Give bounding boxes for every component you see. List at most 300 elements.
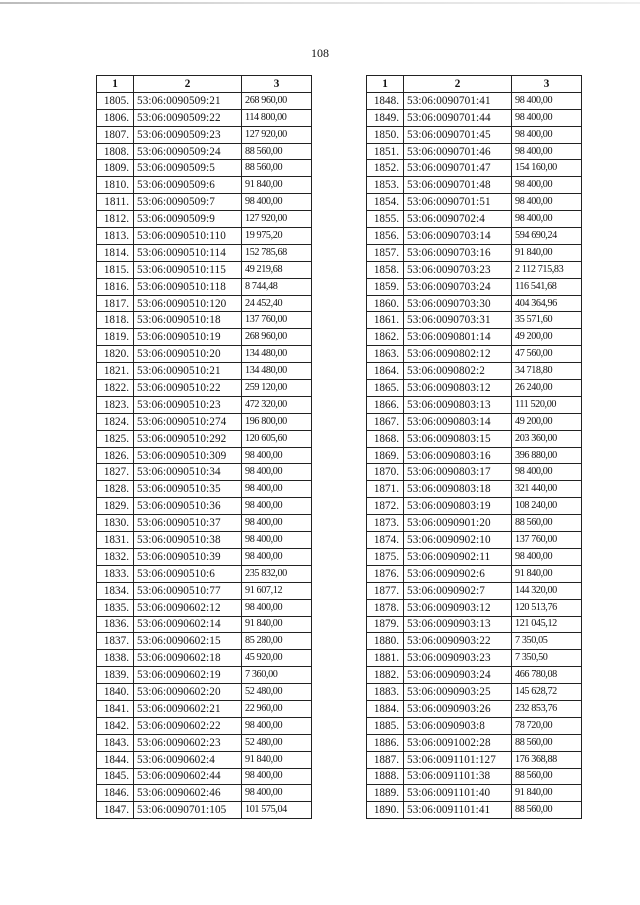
row-number: 1831. bbox=[97, 532, 134, 549]
cadastral-value: 144 320,00 bbox=[512, 582, 582, 599]
cadastral-value: 88 560,00 bbox=[512, 734, 582, 751]
cadastral-value: 91 607,12 bbox=[242, 582, 312, 599]
cadastral-number: 53:06:0090509:5 bbox=[134, 160, 242, 177]
cadastral-number: 53:06:0090510:309 bbox=[134, 447, 242, 464]
row-number: 1874. bbox=[367, 532, 404, 549]
cadastral-value: 98 400,00 bbox=[242, 194, 312, 211]
table-row bbox=[367, 734, 582, 751]
cadastral-value: 137 760,00 bbox=[512, 532, 582, 549]
table-row bbox=[97, 194, 312, 211]
cadastral-value: 466 780,08 bbox=[512, 667, 582, 684]
table-row bbox=[367, 700, 582, 717]
table-row bbox=[367, 261, 582, 278]
cadastral-number: 53:06:0090509:7 bbox=[134, 194, 242, 211]
row-number: 1864. bbox=[367, 363, 404, 380]
cadastral-value: 19 975,20 bbox=[242, 228, 312, 245]
table-row bbox=[367, 228, 582, 245]
row-number: 1884. bbox=[367, 700, 404, 717]
row-number: 1841. bbox=[97, 700, 134, 717]
row-number: 1815. bbox=[97, 261, 134, 278]
cadastral-number: 53:06:0091101:40 bbox=[404, 785, 512, 802]
cadastral-number: 53:06:0090510:22 bbox=[134, 380, 242, 397]
cadastral-value: 34 718,80 bbox=[512, 363, 582, 380]
table-row bbox=[97, 228, 312, 245]
cadastral-value: 35 571,60 bbox=[512, 312, 582, 329]
table-row bbox=[367, 717, 582, 734]
cadastral-value: 268 960,00 bbox=[242, 329, 312, 346]
cadastral-number: 53:06:0090602:14 bbox=[134, 616, 242, 633]
row-number: 1833. bbox=[97, 565, 134, 582]
cadastral-number: 53:06:0090701:46 bbox=[404, 143, 512, 160]
table-row bbox=[367, 346, 582, 363]
table-row bbox=[97, 599, 312, 616]
row-number: 1810. bbox=[97, 177, 134, 194]
cadastral-number: 53:06:0090602:19 bbox=[134, 667, 242, 684]
cadastral-number: 53:06:0090801:14 bbox=[404, 329, 512, 346]
cadastral-value: 88 560,00 bbox=[242, 143, 312, 160]
cadastral-number: 53:06:0090703:16 bbox=[404, 244, 512, 261]
cadastral-number: 53:06:0090703:23 bbox=[404, 261, 512, 278]
cadastral-value: 85 280,00 bbox=[242, 633, 312, 650]
cadastral-value: 24 452,40 bbox=[242, 295, 312, 312]
table-row bbox=[97, 768, 312, 785]
cadastral-value: 45 920,00 bbox=[242, 650, 312, 667]
table-row bbox=[97, 295, 312, 312]
cadastral-number: 53:06:0090803:19 bbox=[404, 498, 512, 515]
row-number: 1849. bbox=[367, 109, 404, 126]
cadastral-number: 53:06:0090602:46 bbox=[134, 785, 242, 802]
row-number: 1842. bbox=[97, 717, 134, 734]
row-number: 1818. bbox=[97, 312, 134, 329]
table-row bbox=[97, 802, 312, 819]
cadastral-value: 91 840,00 bbox=[512, 785, 582, 802]
table-row bbox=[367, 684, 582, 701]
row-number: 1809. bbox=[97, 160, 134, 177]
header-col-1: 1 bbox=[367, 76, 404, 93]
cadastral-value: 152 785,68 bbox=[242, 244, 312, 261]
cadastral-value: 116 541,68 bbox=[512, 278, 582, 295]
row-number: 1832. bbox=[97, 548, 134, 565]
cadastral-value: 101 575,04 bbox=[242, 802, 312, 819]
row-number: 1853. bbox=[367, 177, 404, 194]
table-row bbox=[97, 481, 312, 498]
cadastral-number: 53:06:0090903:12 bbox=[404, 599, 512, 616]
cadastral-number: 53:06:0090602:4 bbox=[134, 751, 242, 768]
header-col-1: 1 bbox=[97, 76, 134, 93]
row-number: 1828. bbox=[97, 481, 134, 498]
table-row bbox=[367, 380, 582, 397]
cadastral-number: 53:06:0090509:23 bbox=[134, 126, 242, 143]
table-row bbox=[97, 700, 312, 717]
row-number: 1881. bbox=[367, 650, 404, 667]
cadastral-number: 53:06:0090903:13 bbox=[404, 616, 512, 633]
row-number: 1876. bbox=[367, 565, 404, 582]
row-number: 1830. bbox=[97, 515, 134, 532]
cadastral-number: 53:06:0090602:18 bbox=[134, 650, 242, 667]
cadastral-number: 53:06:0090703:24 bbox=[404, 278, 512, 295]
row-number: 1860. bbox=[367, 295, 404, 312]
row-number: 1822. bbox=[97, 380, 134, 397]
row-number: 1811. bbox=[97, 194, 134, 211]
cadastral-value: 259 120,00 bbox=[242, 380, 312, 397]
cadastral-number: 53:06:0090510:77 bbox=[134, 582, 242, 599]
cadastral-value: 47 560,00 bbox=[512, 346, 582, 363]
row-number: 1878. bbox=[367, 599, 404, 616]
cadastral-value: 88 560,00 bbox=[512, 515, 582, 532]
row-number: 1846. bbox=[97, 785, 134, 802]
table-row bbox=[367, 109, 582, 126]
row-number: 1859. bbox=[367, 278, 404, 295]
table-row bbox=[367, 329, 582, 346]
cadastral-number: 53:06:0090602:21 bbox=[134, 700, 242, 717]
table-row bbox=[367, 565, 582, 582]
row-number: 1819. bbox=[97, 329, 134, 346]
cadastral-value: 268 960,00 bbox=[242, 92, 312, 109]
cadastral-value: 111 520,00 bbox=[512, 396, 582, 413]
cadastral-number: 53:06:0090803:18 bbox=[404, 481, 512, 498]
cadastral-value: 98 400,00 bbox=[242, 768, 312, 785]
cadastral-number: 53:06:0090510:115 bbox=[134, 261, 242, 278]
cadastral-number: 53:06:0090903:24 bbox=[404, 667, 512, 684]
cadastral-value: 134 480,00 bbox=[242, 346, 312, 363]
header-col-2: 2 bbox=[404, 76, 512, 93]
cadastral-number: 53:06:0090510:35 bbox=[134, 481, 242, 498]
table-row bbox=[97, 667, 312, 684]
cadastral-number: 53:06:0090510:110 bbox=[134, 228, 242, 245]
row-number: 1835. bbox=[97, 599, 134, 616]
table-row bbox=[367, 532, 582, 549]
table-row bbox=[367, 177, 582, 194]
table-row bbox=[367, 160, 582, 177]
row-number: 1844. bbox=[97, 751, 134, 768]
table-row bbox=[367, 278, 582, 295]
cadastral-number: 53:06:0090703:30 bbox=[404, 295, 512, 312]
table-row bbox=[97, 396, 312, 413]
cadastral-value: 127 920,00 bbox=[242, 211, 312, 228]
cadastral-value: 108 240,00 bbox=[512, 498, 582, 515]
left-registry-table bbox=[96, 75, 312, 819]
row-number: 1857. bbox=[367, 244, 404, 261]
cadastral-number: 53:06:0090510:20 bbox=[134, 346, 242, 363]
row-number: 1861. bbox=[367, 312, 404, 329]
table-row bbox=[367, 464, 582, 481]
row-number: 1837. bbox=[97, 633, 134, 650]
cadastral-value: 98 400,00 bbox=[242, 447, 312, 464]
cadastral-number: 53:06:0090903:22 bbox=[404, 633, 512, 650]
cadastral-value: 121 045,12 bbox=[512, 616, 582, 633]
cadastral-value: 98 400,00 bbox=[242, 785, 312, 802]
row-number: 1821. bbox=[97, 363, 134, 380]
row-number: 1823. bbox=[97, 396, 134, 413]
row-number: 1805. bbox=[97, 92, 134, 109]
page-number: 108 bbox=[311, 46, 329, 60]
cadastral-value: 49 219,68 bbox=[242, 261, 312, 278]
row-number: 1852. bbox=[367, 160, 404, 177]
table-row bbox=[367, 244, 582, 261]
row-number: 1856. bbox=[367, 228, 404, 245]
table-row bbox=[367, 194, 582, 211]
cadastral-number: 53:06:0090803:16 bbox=[404, 447, 512, 464]
cadastral-number: 53:06:0090510:118 bbox=[134, 278, 242, 295]
cadastral-number: 53:06:0090602:12 bbox=[134, 599, 242, 616]
cadastral-value: 8 744,48 bbox=[242, 278, 312, 295]
row-number: 1867. bbox=[367, 413, 404, 430]
row-number: 1880. bbox=[367, 633, 404, 650]
cadastral-value: 98 400,00 bbox=[512, 143, 582, 160]
cadastral-number: 53:06:0090701:47 bbox=[404, 160, 512, 177]
cadastral-value: 120 513,76 bbox=[512, 599, 582, 616]
table-row bbox=[367, 650, 582, 667]
table-row bbox=[97, 363, 312, 380]
cadastral-number: 53:06:0090701:45 bbox=[404, 126, 512, 143]
cadastral-value: 114 800,00 bbox=[242, 109, 312, 126]
table-row bbox=[367, 92, 582, 109]
cadastral-number: 53:06:0091002:28 bbox=[404, 734, 512, 751]
table-row bbox=[97, 380, 312, 397]
table-row bbox=[367, 413, 582, 430]
cadastral-number: 53:06:0090509:22 bbox=[134, 109, 242, 126]
cadastral-number: 53:06:0090903:8 bbox=[404, 717, 512, 734]
cadastral-number: 53:06:0090510:34 bbox=[134, 464, 242, 481]
cadastral-number: 53:06:0090902:10 bbox=[404, 532, 512, 549]
table-row bbox=[97, 211, 312, 228]
cadastral-number: 53:06:0090903:23 bbox=[404, 650, 512, 667]
row-number: 1838. bbox=[97, 650, 134, 667]
cadastral-value: 134 480,00 bbox=[242, 363, 312, 380]
cadastral-number: 53:06:0090702:4 bbox=[404, 211, 512, 228]
cadastral-number: 53:06:0090510:23 bbox=[134, 396, 242, 413]
cadastral-number: 53:06:0090902:7 bbox=[404, 582, 512, 599]
cadastral-number: 53:06:0090510:39 bbox=[134, 548, 242, 565]
cadastral-value: 52 480,00 bbox=[242, 684, 312, 701]
cadastral-number: 53:06:0091101:38 bbox=[404, 768, 512, 785]
table-row bbox=[367, 396, 582, 413]
table-row bbox=[97, 751, 312, 768]
table-row bbox=[97, 447, 312, 464]
table-row bbox=[97, 515, 312, 532]
cadastral-number: 53:06:0090602:44 bbox=[134, 768, 242, 785]
cadastral-value: 98 400,00 bbox=[242, 481, 312, 498]
cadastral-number: 53:06:0090701:44 bbox=[404, 109, 512, 126]
row-number: 1873. bbox=[367, 515, 404, 532]
table-row bbox=[97, 329, 312, 346]
table-row bbox=[367, 751, 582, 768]
row-number: 1863. bbox=[367, 346, 404, 363]
table-row bbox=[97, 109, 312, 126]
cadastral-value: 26 240,00 bbox=[512, 380, 582, 397]
cadastral-value: 7 350,50 bbox=[512, 650, 582, 667]
table-row bbox=[367, 447, 582, 464]
table-row bbox=[367, 616, 582, 633]
row-number: 1858. bbox=[367, 261, 404, 278]
cadastral-value: 98 400,00 bbox=[242, 498, 312, 515]
table-row bbox=[97, 734, 312, 751]
row-number: 1889. bbox=[367, 785, 404, 802]
table-row bbox=[367, 802, 582, 819]
cadastral-value: 203 360,00 bbox=[512, 430, 582, 447]
cadastral-number: 53:06:0090701:41 bbox=[404, 92, 512, 109]
row-number: 1875. bbox=[367, 548, 404, 565]
row-number: 1824. bbox=[97, 413, 134, 430]
cadastral-number: 53:06:0091101:41 bbox=[404, 802, 512, 819]
row-number: 1890. bbox=[367, 802, 404, 819]
table-row bbox=[97, 261, 312, 278]
row-number: 1827. bbox=[97, 464, 134, 481]
table-row bbox=[97, 464, 312, 481]
table-row bbox=[97, 92, 312, 109]
table-row bbox=[367, 633, 582, 650]
row-number: 1808. bbox=[97, 143, 134, 160]
cadastral-number: 53:06:0090902:11 bbox=[404, 548, 512, 565]
cadastral-value: 91 840,00 bbox=[512, 565, 582, 582]
cadastral-number: 53:06:0090509:9 bbox=[134, 211, 242, 228]
cadastral-value: 98 400,00 bbox=[242, 599, 312, 616]
table-row bbox=[367, 481, 582, 498]
cadastral-number: 53:06:0090509:21 bbox=[134, 92, 242, 109]
row-number: 1806. bbox=[97, 109, 134, 126]
row-number: 1868. bbox=[367, 430, 404, 447]
cadastral-number: 53:06:0090701:51 bbox=[404, 194, 512, 211]
table-row bbox=[97, 582, 312, 599]
cadastral-value: 232 853,76 bbox=[512, 700, 582, 717]
row-number: 1854. bbox=[367, 194, 404, 211]
table-row bbox=[367, 498, 582, 515]
row-number: 1851. bbox=[367, 143, 404, 160]
cadastral-value: 472 320,00 bbox=[242, 396, 312, 413]
row-number: 1814. bbox=[97, 244, 134, 261]
cadastral-value: 98 400,00 bbox=[512, 464, 582, 481]
cadastral-value: 78 720,00 bbox=[512, 717, 582, 734]
row-number: 1871. bbox=[367, 481, 404, 498]
row-number: 1855. bbox=[367, 211, 404, 228]
cadastral-value: 404 364,96 bbox=[512, 295, 582, 312]
table-row bbox=[367, 582, 582, 599]
table-row bbox=[367, 295, 582, 312]
table-row bbox=[367, 599, 582, 616]
cadastral-number: 53:06:0090901:20 bbox=[404, 515, 512, 532]
row-number: 1862. bbox=[367, 329, 404, 346]
table-row bbox=[97, 312, 312, 329]
table-row bbox=[97, 785, 312, 802]
table-row bbox=[97, 177, 312, 194]
cadastral-number: 53:06:0090510:19 bbox=[134, 329, 242, 346]
row-number: 1865. bbox=[367, 380, 404, 397]
row-number: 1885. bbox=[367, 717, 404, 734]
table-row bbox=[97, 126, 312, 143]
table-row bbox=[367, 430, 582, 447]
cadastral-number: 53:06:0090602:15 bbox=[134, 633, 242, 650]
cadastral-value: 7 360,00 bbox=[242, 667, 312, 684]
cadastral-value: 98 400,00 bbox=[242, 532, 312, 549]
table-row bbox=[97, 143, 312, 160]
row-number: 1825. bbox=[97, 430, 134, 447]
row-number: 1839. bbox=[97, 667, 134, 684]
cadastral-value: 7 350,05 bbox=[512, 633, 582, 650]
row-number: 1870. bbox=[367, 464, 404, 481]
cadastral-value: 145 628,72 bbox=[512, 684, 582, 701]
cadastral-value: 98 400,00 bbox=[512, 109, 582, 126]
cadastral-number: 53:06:0090510:38 bbox=[134, 532, 242, 549]
cadastral-number: 53:06:0090703:14 bbox=[404, 228, 512, 245]
row-number: 1812. bbox=[97, 211, 134, 228]
right-registry-table bbox=[366, 75, 582, 819]
table-row bbox=[97, 633, 312, 650]
row-number: 1888. bbox=[367, 768, 404, 785]
cadastral-number: 53:06:0090509:24 bbox=[134, 143, 242, 160]
table-row bbox=[97, 532, 312, 549]
row-number: 1840. bbox=[97, 684, 134, 701]
cadastral-number: 53:06:0090510:274 bbox=[134, 413, 242, 430]
cadastral-value: 98 400,00 bbox=[242, 515, 312, 532]
cadastral-number: 53:06:0090510:114 bbox=[134, 244, 242, 261]
cadastral-number: 53:06:0090510:6 bbox=[134, 565, 242, 582]
cadastral-number: 53:06:0090803:17 bbox=[404, 464, 512, 481]
table-row bbox=[97, 430, 312, 447]
cadastral-value: 196 800,00 bbox=[242, 413, 312, 430]
row-number: 1843. bbox=[97, 734, 134, 751]
cadastral-number: 53:06:0090701:48 bbox=[404, 177, 512, 194]
cadastral-number: 53:06:0090510:37 bbox=[134, 515, 242, 532]
cadastral-number: 53:06:0090803:14 bbox=[404, 413, 512, 430]
row-number: 1807. bbox=[97, 126, 134, 143]
row-number: 1826. bbox=[97, 447, 134, 464]
row-number: 1817. bbox=[97, 295, 134, 312]
row-number: 1834. bbox=[97, 582, 134, 599]
cadastral-value: 98 400,00 bbox=[512, 177, 582, 194]
cadastral-value: 98 400,00 bbox=[242, 717, 312, 734]
cadastral-number: 53:06:0090510:18 bbox=[134, 312, 242, 329]
cadastral-number: 53:06:0090510:120 bbox=[134, 295, 242, 312]
cadastral-value: 91 840,00 bbox=[512, 244, 582, 261]
cadastral-number: 53:06:0091101:127 bbox=[404, 751, 512, 768]
table-row bbox=[97, 684, 312, 701]
cadastral-number: 53:06:0090510:36 bbox=[134, 498, 242, 515]
cadastral-value: 235 832,00 bbox=[242, 565, 312, 582]
cadastral-number: 53:06:0090602:20 bbox=[134, 684, 242, 701]
table-row bbox=[367, 211, 582, 228]
row-number: 1850. bbox=[367, 126, 404, 143]
row-number: 1845. bbox=[97, 768, 134, 785]
cadastral-number: 53:06:0090803:15 bbox=[404, 430, 512, 447]
header-col-2: 2 bbox=[134, 76, 242, 93]
cadastral-number: 53:06:0090510:21 bbox=[134, 363, 242, 380]
cadastral-number: 53:06:0090802:2 bbox=[404, 363, 512, 380]
row-number: 1813. bbox=[97, 228, 134, 245]
table-row bbox=[97, 616, 312, 633]
cadastral-value: 88 560,00 bbox=[512, 802, 582, 819]
table-row bbox=[367, 312, 582, 329]
cadastral-value: 49 200,00 bbox=[512, 329, 582, 346]
cadastral-value: 22 960,00 bbox=[242, 700, 312, 717]
header-row bbox=[367, 76, 582, 93]
cadastral-value: 176 368,88 bbox=[512, 751, 582, 768]
cadastral-number: 53:06:0090602:22 bbox=[134, 717, 242, 734]
cadastral-number: 53:06:0090903:26 bbox=[404, 700, 512, 717]
table-row bbox=[367, 768, 582, 785]
cadastral-value: 91 840,00 bbox=[242, 177, 312, 194]
cadastral-value: 321 440,00 bbox=[512, 481, 582, 498]
cadastral-value: 52 480,00 bbox=[242, 734, 312, 751]
row-number: 1877. bbox=[367, 582, 404, 599]
cadastral-number: 53:06:0090701:105 bbox=[134, 802, 242, 819]
row-number: 1866. bbox=[367, 396, 404, 413]
table-row bbox=[97, 346, 312, 363]
row-number: 1820. bbox=[97, 346, 134, 363]
cadastral-value: 88 560,00 bbox=[242, 160, 312, 177]
row-number: 1847. bbox=[97, 802, 134, 819]
cadastral-number: 53:06:0090903:25 bbox=[404, 684, 512, 701]
table-row bbox=[367, 515, 582, 532]
